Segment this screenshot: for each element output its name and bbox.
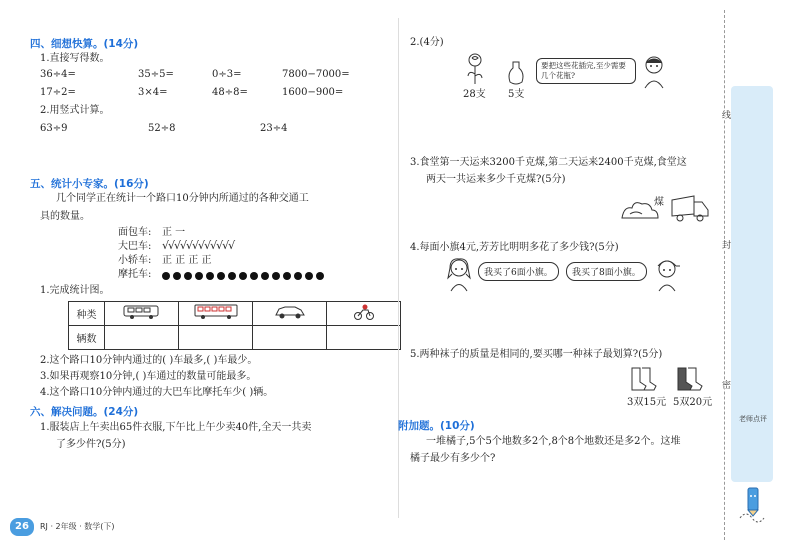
car-icon: [253, 302, 327, 326]
count-cell-car[interactable]: [253, 326, 327, 350]
tally-dot: [184, 272, 192, 280]
boy-icon: [640, 54, 668, 93]
section-4-title: 四、细想快算。(14分): [30, 38, 139, 50]
calc-r1c4: 7800−7000=: [282, 69, 350, 80]
sec5-intro-line2: 具的数量。: [40, 211, 90, 222]
tally-dot: [283, 272, 291, 280]
vcalc-3: 23÷4: [260, 123, 288, 134]
sec5-q2: 2.这个路口10分钟内通过的( )车最多,( )车最少。: [40, 355, 258, 366]
r-q4-speech1: 我买了6面小旗。: [478, 262, 559, 281]
sec6-q1-line1: 1.服装店上午卖出65件衣服,下午比上午少卖40件,全天一共卖: [40, 422, 312, 433]
calc-r1c2: 35÷5=: [138, 69, 174, 80]
sec6-q1-line2: 了多少件?(5分): [56, 439, 126, 450]
socks-pair-2-icon: [674, 366, 704, 397]
tally-dot: [294, 272, 302, 280]
r-q2-head: 2.(4分): [410, 37, 444, 48]
r-q5-line1: 5.两种袜子的质量是相同的,要买哪一种袜子最划算?(5分): [410, 349, 663, 360]
r-q3-line2: 两天一共运来多少千克煤?(5分): [426, 174, 566, 185]
r-q2-cap2: 5支: [508, 89, 525, 100]
tally-label-bus: 大巴车:: [118, 241, 152, 252]
boy-cap-icon: [652, 256, 682, 295]
margin-mark-3: 密: [720, 380, 730, 389]
table-header-count: 辆数: [69, 326, 105, 350]
tally-dot: [162, 272, 170, 280]
tally-marks-minibus: 正 一: [162, 227, 186, 238]
tally-dot: [261, 272, 269, 280]
count-cell-minibus[interactable]: [105, 326, 179, 350]
calc-r2c4: 1600−900=: [282, 87, 344, 98]
girl-icon: [444, 256, 474, 295]
tally-dot: [305, 272, 313, 280]
r-q2-speech: 要把这些花插完,至少需要几个花瓶?: [536, 58, 636, 84]
tally-label-car: 小轿车:: [118, 255, 152, 266]
pencil-mascot-icon: [736, 484, 768, 527]
tally-dot: [195, 272, 203, 280]
margin-mark-1: 线: [720, 110, 730, 119]
tally-marks-car: 正 正 正 正: [162, 255, 212, 266]
r-q2-cap1: 28支: [463, 89, 486, 100]
sec5-intro-line1: 几个同学正在统计一个路口10分钟内所通过的各种交通工: [56, 193, 309, 204]
motorcycle-icon: [327, 302, 401, 326]
flower-icon: [464, 52, 486, 89]
sec4-q2: 2.用竖式计算。: [40, 105, 110, 116]
section-5-title: 五、统计小专家。(16分): [30, 178, 149, 190]
tally-dot: [239, 272, 247, 280]
vcalc-1: 63÷9: [40, 123, 68, 134]
bus-icon: [179, 302, 253, 326]
page-number: 26: [10, 518, 34, 536]
count-cell-bus[interactable]: [179, 326, 253, 350]
tally-dot: [250, 272, 258, 280]
sec5-q4: 4.这个路口10分钟内通过的大巴车比摩托车少( )辆。: [40, 387, 274, 398]
calc-r2c2: 3×4=: [138, 87, 168, 98]
r-q3-label: 煤: [654, 197, 664, 208]
r-q3-line1: 3.食堂第一天运来3200千克煤,第二天运来2400千克煤,食堂这: [410, 157, 687, 168]
sec4-q1: 1.直接写得数。: [40, 53, 110, 64]
vcalc-2: 52÷8: [148, 123, 176, 134]
section-6-title: 六、解决问题。(24分): [30, 406, 139, 418]
vase-icon: [506, 60, 526, 89]
bonus-line2: 橘子最少有多少个?: [410, 453, 496, 464]
tally-label-motorcycle: 摩托车:: [118, 269, 152, 280]
tally-marks-bus: √√√√√√√√√√√√: [162, 239, 235, 252]
count-cell-motorcycle[interactable]: [327, 326, 401, 350]
tally-dot: [316, 272, 324, 280]
binding-margin-line: [724, 10, 725, 540]
tally-dot: [173, 272, 181, 280]
r-q5-cap1: 3双15元: [627, 397, 667, 408]
tally-dot: [217, 272, 225, 280]
margin-mark-2: 封: [720, 240, 730, 249]
r-q4-line1: 4.每面小旗4元,芳芳比明明多花了多少钱?(5分): [410, 242, 619, 253]
tally-dot: [206, 272, 214, 280]
teacher-comment-label: 老师点评: [739, 415, 767, 423]
footer-book-info: RJ · 2年级 · 数学(下): [40, 522, 115, 531]
sec5-q3: 3.如果再观察10分钟,( )车通过的数量可能最多。: [40, 371, 257, 382]
calc-r2c3: 48÷8=: [212, 87, 248, 98]
tally-dot: [228, 272, 236, 280]
truck-icon: [668, 192, 710, 227]
socks-pair-1-icon: [628, 366, 658, 397]
bonus-title: 附加题。(10分): [398, 420, 475, 432]
column-divider: [398, 18, 399, 518]
tally-dots-motorcycle: [162, 270, 327, 281]
sec5-q1: 1.完成统计图。: [40, 285, 110, 296]
calc-r1c1: 36÷4=: [40, 69, 76, 80]
calc-r2c1: 17÷2=: [40, 87, 76, 98]
r-q4-speech2: 我买了8面小旗。: [566, 262, 647, 281]
r-q5-cap2: 5双20元: [673, 397, 713, 408]
tally-label-minibus: 面包车:: [118, 227, 152, 238]
table-header-kind: 种类: [69, 302, 105, 326]
stat-table: [68, 301, 401, 350]
tally-dot: [272, 272, 280, 280]
calc-r1c3: 0÷3=: [212, 69, 242, 80]
minibus-icon: [105, 302, 179, 326]
bonus-line1: 一堆橘子,5个5个地数多2个,8个8个地数还是多2个。这堆: [426, 436, 681, 447]
